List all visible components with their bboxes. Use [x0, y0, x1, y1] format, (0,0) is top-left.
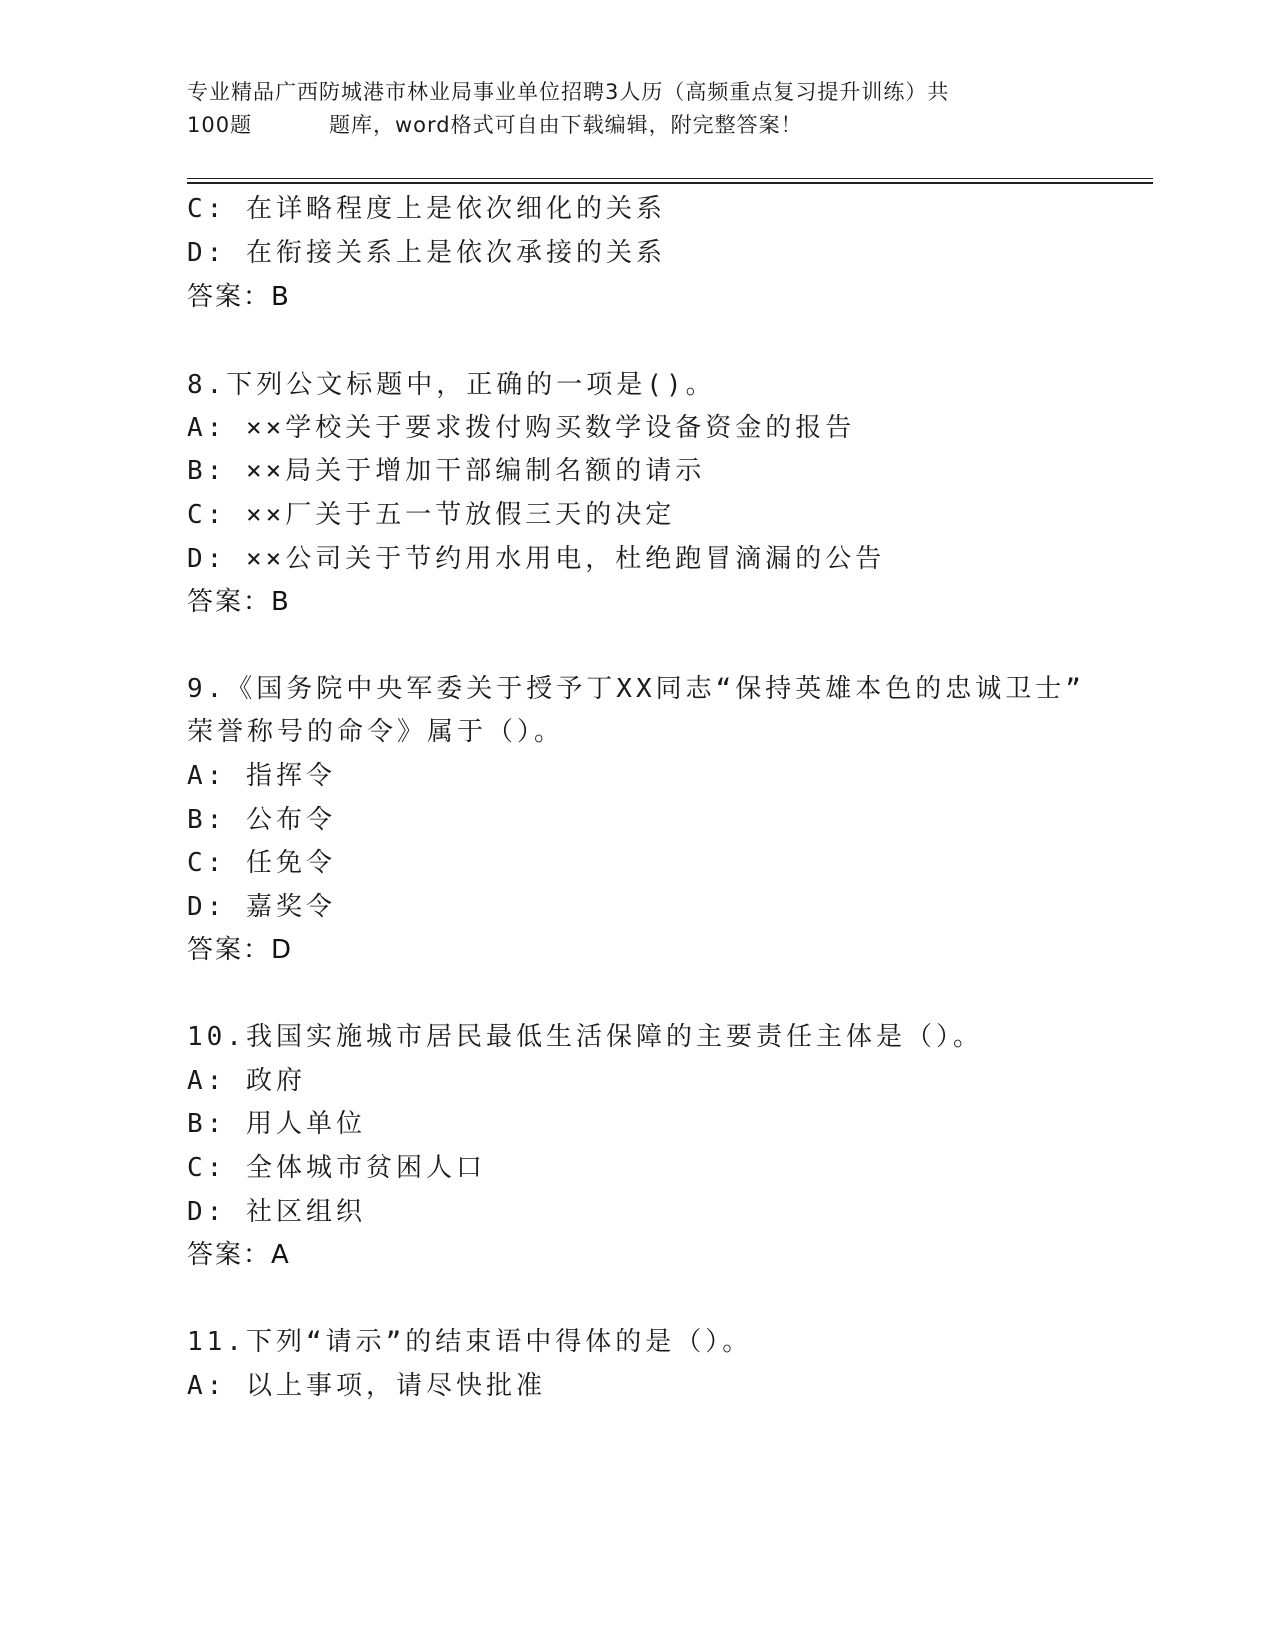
q8-option-c: C: ××厂关于五一节放假三天的决定 — [187, 500, 676, 530]
q10-stem: 10.我国实施城市居民最低生活保障的主要责任主体是（）。 — [187, 1022, 983, 1052]
q8-option-a: A: ××学校关于要求拨付购买数学设备资金的报告 — [187, 413, 856, 443]
header-divider-thin — [187, 178, 1153, 179]
q9-option-a: A: 指挥令 — [187, 761, 336, 791]
q9-stem-line2: 荣誉称号的命令》属于（）。 — [187, 717, 565, 747]
q7-answer: 答案：B — [187, 282, 291, 312]
q8-answer: 答案：B — [187, 587, 291, 617]
q9-option-d: D: 嘉奖令 — [187, 892, 336, 922]
q9-option-c: C: 任免令 — [187, 848, 336, 878]
q10-option-c: C: 全体城市贫困人口 — [187, 1153, 486, 1183]
q10-option-d: D: 社区组织 — [187, 1197, 366, 1227]
q11-stem: 11.下列“请示”的结束语中得体的是（）。 — [187, 1327, 753, 1357]
header-title-line1: 专业精品广西防城港市林业局事业单位招聘3人历（高频重点复习提升训练）共 — [187, 80, 950, 104]
q10-answer: 答案：A — [187, 1240, 291, 1270]
q8-option-d: D: ××公司关于节约用水用电，杜绝跑冒滴漏的公告 — [187, 544, 886, 574]
q8-option-b: B: ××局关于增加干部编制名额的请示 — [187, 456, 706, 486]
header-title-count: 100题 — [187, 113, 253, 137]
q9-answer: 答案：D — [187, 935, 294, 965]
q7-option-d: D: 在衔接关系上是依次承接的关系 — [187, 238, 666, 268]
document-header — [187, 76, 1087, 142]
q10-option-b: B: 用人单位 — [187, 1109, 366, 1139]
header-title-rest: 题库，word格式可自由下载编辑，附完整答案！ — [329, 113, 803, 137]
q8-stem: 8.下列公文标题中，正确的一项是()。 — [187, 370, 716, 400]
q11-option-a: A: 以上事项，请尽快批准 — [187, 1371, 546, 1401]
header-divider-thick — [187, 182, 1153, 184]
q7-option-c: C: 在详略程度上是依次细化的关系 — [187, 194, 666, 224]
q9-option-b: B: 公布令 — [187, 805, 336, 835]
q10-option-a: A: 政府 — [187, 1066, 306, 1096]
header-title-line2 — [187, 109, 1087, 142]
q9-stem-line1: 9.《国务院中央军委关于授予丁XX同志“保持英雄本色的忠诚卫士” — [187, 674, 1085, 704]
